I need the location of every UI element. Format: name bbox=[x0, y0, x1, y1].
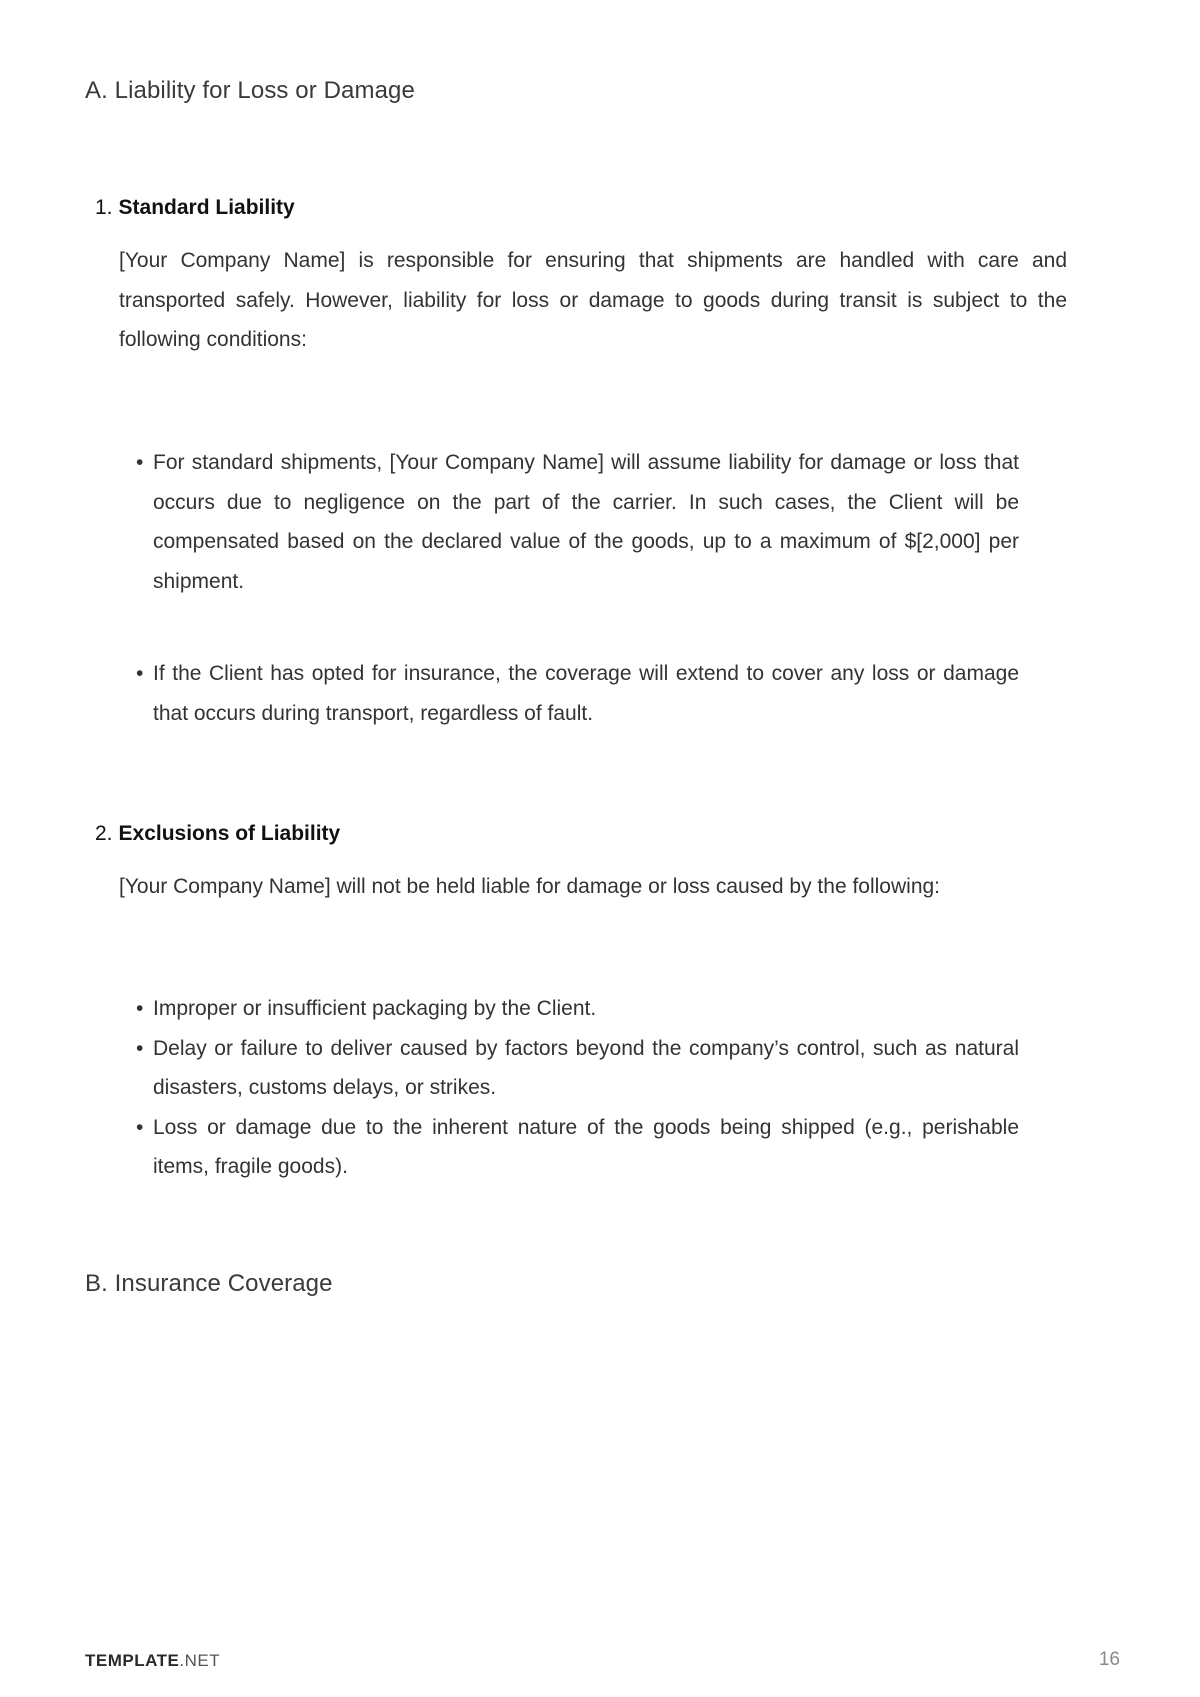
brand-name-suffix: .NET bbox=[179, 1651, 221, 1670]
item-2-title: Exclusions of Liability bbox=[118, 822, 341, 845]
list-item: • Improper or insufficient packaging by the Client. bbox=[153, 989, 1019, 1029]
brand-name-bold: TEMPLATE bbox=[85, 1651, 180, 1670]
item-1-bullet-list bbox=[153, 443, 1019, 601]
item-1-paragraph: [Your Company Name] is responsible for ensuring that shipments are handled with care and transported safely. However, liability for loss or damage to goods during transit is subject to the following conditions: bbox=[119, 249, 1067, 351]
footer-brand-logo bbox=[85, 1651, 220, 1671]
item-1-bullet-list-2 bbox=[153, 654, 1019, 733]
page-number: 16 bbox=[1098, 1649, 1120, 1670]
item-2-bullet-list bbox=[153, 989, 1019, 1187]
item-2-heading bbox=[95, 822, 340, 846]
item-2-number: 2. bbox=[95, 822, 113, 845]
item-2-paragraph: [Your Company Name] will not be held liable for damage or loss caused by the following: bbox=[119, 875, 941, 898]
item-1-heading bbox=[95, 196, 295, 220]
list-item: • Delay or failure to deliver caused by factors beyond the company’s control, such as natural disasters, customs delays, or strikes. bbox=[153, 1029, 1019, 1108]
list-item: • If the Client has opted for insurance, the coverage will extend to cover any loss or damage that occurs during transport, regardless of fault. bbox=[153, 654, 1019, 733]
section-b-heading: B. Insurance Coverage bbox=[85, 1270, 333, 1297]
section-a-heading: A. Liability for Loss or Damage bbox=[85, 77, 415, 104]
item-1-title: Standard Liability bbox=[118, 196, 295, 219]
list-item: • Loss or damage due to the inherent nature of the goods being shipped (e.g., perishable items, fragile goods). bbox=[153, 1108, 1019, 1187]
list-item: • For standard shipments, [Your Company Name] will assume liability for damage or loss that occurs due to negligence on the part of the carrier. In such cases, the Client will be compensated based on the declared value of the goods, up to a maximum of $[2,000] per shipment. bbox=[153, 443, 1019, 601]
item-1-number: 1. bbox=[95, 196, 113, 219]
